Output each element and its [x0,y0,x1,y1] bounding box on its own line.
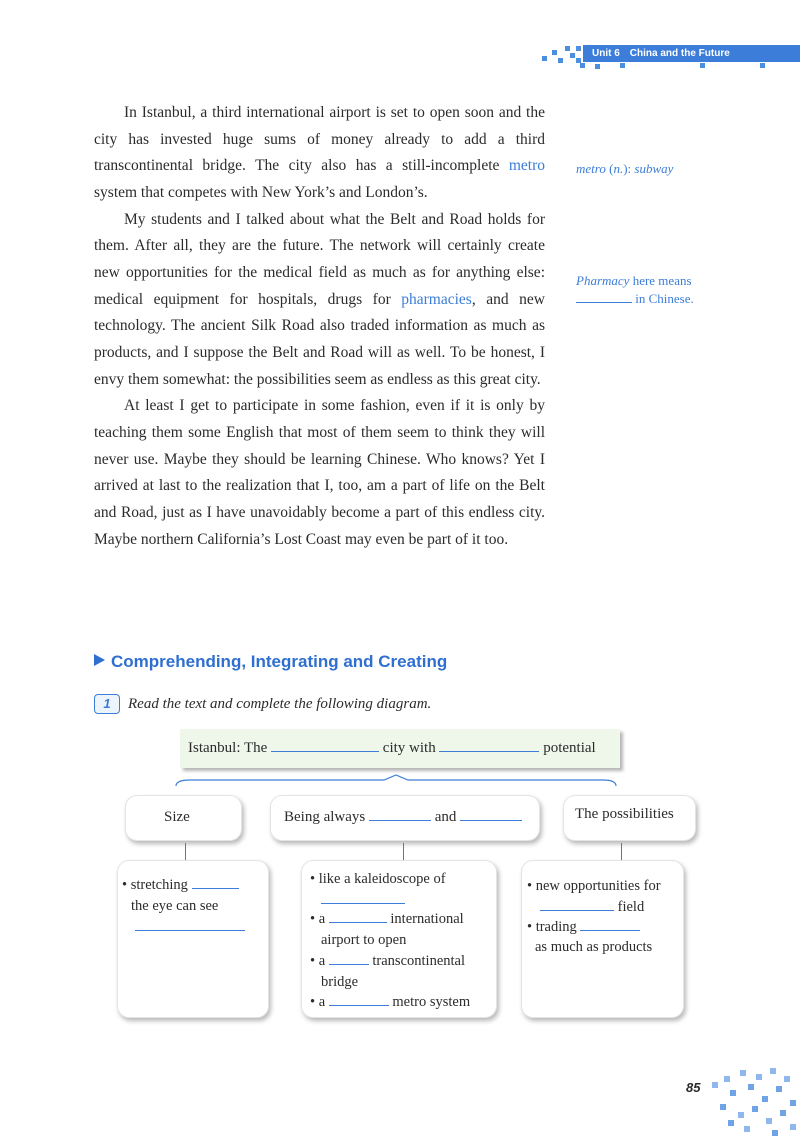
task-instruction: Read the text and complete the following diagram. [128,696,432,712]
paragraph-1: In Istanbul, a third international airport is set to open soon and the city has invested huge sums of money already to add a third transcontinental bridge. The city also has a still-incomplete metro system that competes with New York’s and London’s. [94,104,545,201]
category-size: Size [125,795,242,841]
size-blank-1[interactable] [192,875,239,889]
glossed-word-metro: metro [508,157,545,175]
gloss-pharmacy: Pharmacy here means in Chinese. [576,273,694,306]
connector-always [403,843,404,860]
task-number-badge: 1 [94,694,120,714]
glossed-word-pharmacies: pharmacies [401,290,472,308]
diagram-top-box: Istanbul: The city with potential [180,729,620,768]
always-detail-blank-2[interactable] [329,909,387,923]
detail-always: • like a kaleidoscope of • a international airport to open • a transcontinental bridge • a metro system [301,860,497,1018]
always-blank-2[interactable] [460,807,522,821]
detail-possibilities: • new opportunities for field • trading as much as products [521,860,684,1018]
unit-number: Unit 6 [592,48,620,59]
possibility-blank-1[interactable] [540,897,614,911]
always-detail-blank-3[interactable] [329,951,369,965]
unit-title: China and the Future [629,48,730,59]
size-blank-2[interactable] [135,917,245,931]
detail-size: • stretching the eye can see [117,860,269,1018]
gloss-metro: metro (n.): subway [576,161,674,176]
section-heading: Comprehending, Integrating and Creating [94,652,447,672]
category-possibilities: The possibilities [563,795,696,841]
always-detail-blank-1[interactable] [321,890,405,904]
always-blank-1[interactable] [369,807,431,821]
possibility-blank-2[interactable] [580,917,640,931]
paragraph-3: At least I get to participate in some fashion, even if it is only by teaching them some English that most of them seem to think they will never use. Maybe they should be learning Chinese. Who knows? Yet I arrived at last to the realization that I, too, am a part of life on the Belt and Road, just as I have unavoidably become a part of this endless city. Maybe northern California’s Lost Coast may even be part of it too. [94,397,545,548]
category-being-always: Being always and [270,795,540,841]
connector-possibilities [621,843,622,860]
paragraph-2: My students and I talked about what the Belt and Road holds for them. After all, they are the future. The network will certainly create new opportunities for the medical field as much as for anything else: medical equipment for hospitals, drugs for pharmacies, and new technology. The ancient Silk Road also traded information as much as products, and I suppose the Belt and Road will as well. To be honest, I envy them somewhat: the possibilities seem as endless as this great city. [94,210,545,388]
always-detail-blank-4[interactable] [329,992,389,1006]
page-number: 85 [686,1080,701,1095]
connector-size [185,843,186,860]
